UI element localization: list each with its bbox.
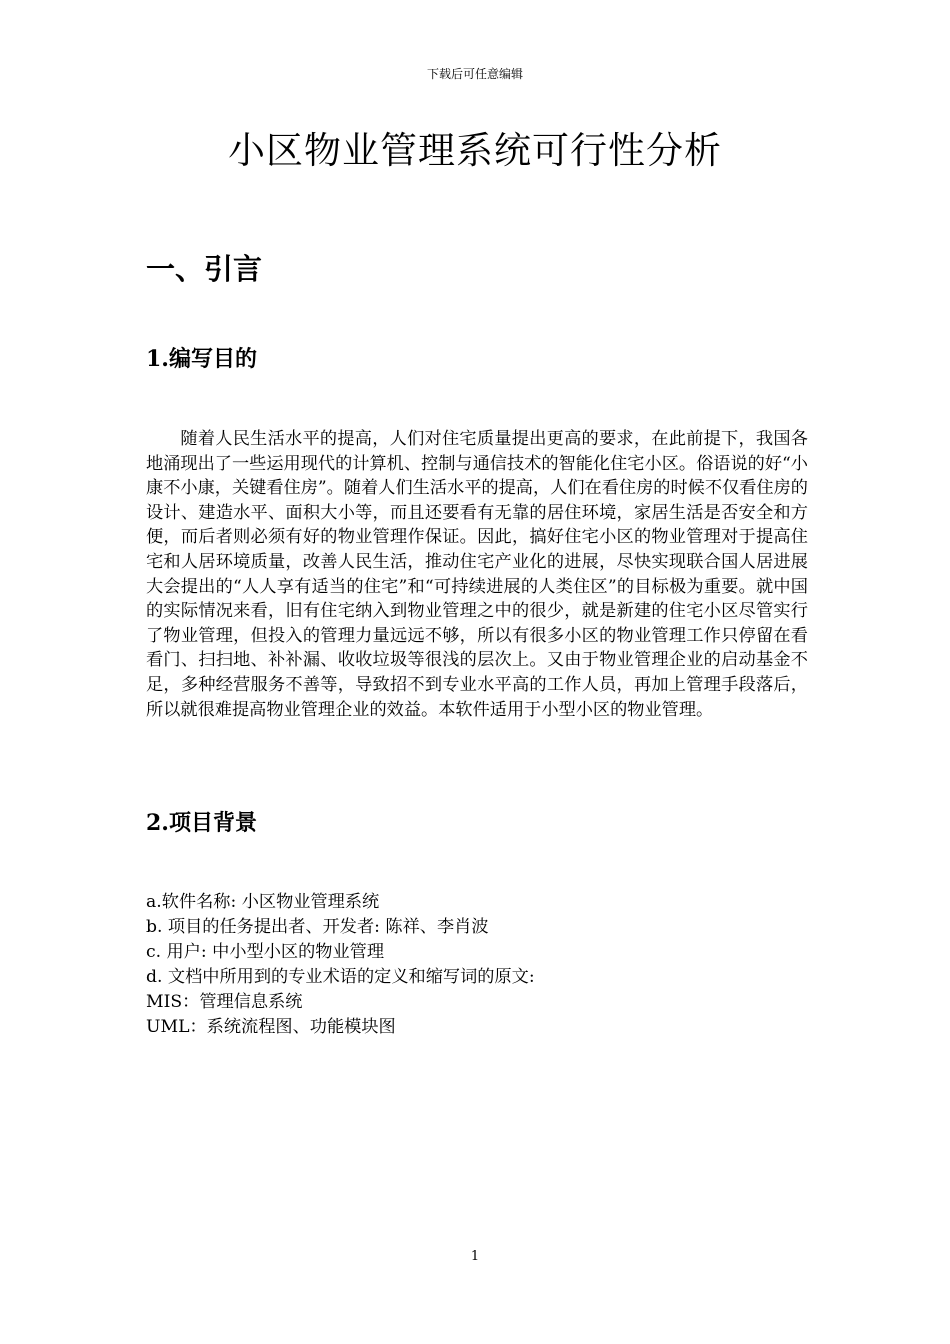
list-item: a.软件名称: 小区物业管理系统 [146, 892, 380, 912]
list-item: MIS：管理信息系统 [146, 992, 303, 1012]
page-number: 1 [470, 1249, 480, 1264]
list-item: UML：系统流程图、功能模块图 [146, 1017, 396, 1037]
subsection-heading-purpose: 1.编写目的 [146, 346, 257, 372]
purpose-paragraph: 随着人民生活水平的提高，人们对住宅质量提出更高的要求，在此前提下，我国各地涌现出了一些运用现代的计算机、控制与通信技术的智能化住宅小区。俗语说的好“小康不小康，关键看住房”。随着人们生活水平的提高，人们在看住房的时候不仅看住房的设计、建造水平、面积大小等，而且还要看有无靠的居住环境，家居生活是否安全和方便，而后者则必须有好的物业管理作保证。因此，搞好住宅小区的物业管理对于提高住宅和人居环境质量，改善人民生活，推动住宅产业化的进展，尽快实现联合国人居进展大会提出的“人人享有适当的住宅”和“可持续进展的人类住区”的目标极为重要。就中国的实际情况来看，旧有住宅纳入到物业管理之中的很少，就是新建的住宅小区尽管实行了物业管理，但投入的管理力量远远不够，所以有很多小区的物业管理工作只停留在看看门、扫扫地、补补漏、收收垃圾等很浅的层次上。又由于物业管理企业的启动基金不足，多种经营服务不善等，导致招不到专业水平高的工作人员，再加上管理手段落后，所以就很难提高物业管理企业的效益。本软件适用于小型小区的物业管理。 [146, 429, 808, 720]
list-item: b. 项目的任务提出者、开发者: 陈祥、李肖波 [146, 917, 489, 937]
document-title: 小区物业管理系统可行性分析 [228, 129, 722, 172]
section-heading-introduction: 一、引言 [146, 252, 263, 286]
header-note: 下载后可任意编辑 [426, 67, 523, 81]
background-list [146, 890, 806, 1040]
list-item: d. 文档中所用到的专业术语的定义和缩写词的原文: [146, 967, 535, 987]
list-item: c. 用户: 中小型小区的物业管理 [146, 942, 385, 962]
subsection-heading-background: 2.项目背景 [146, 810, 257, 836]
